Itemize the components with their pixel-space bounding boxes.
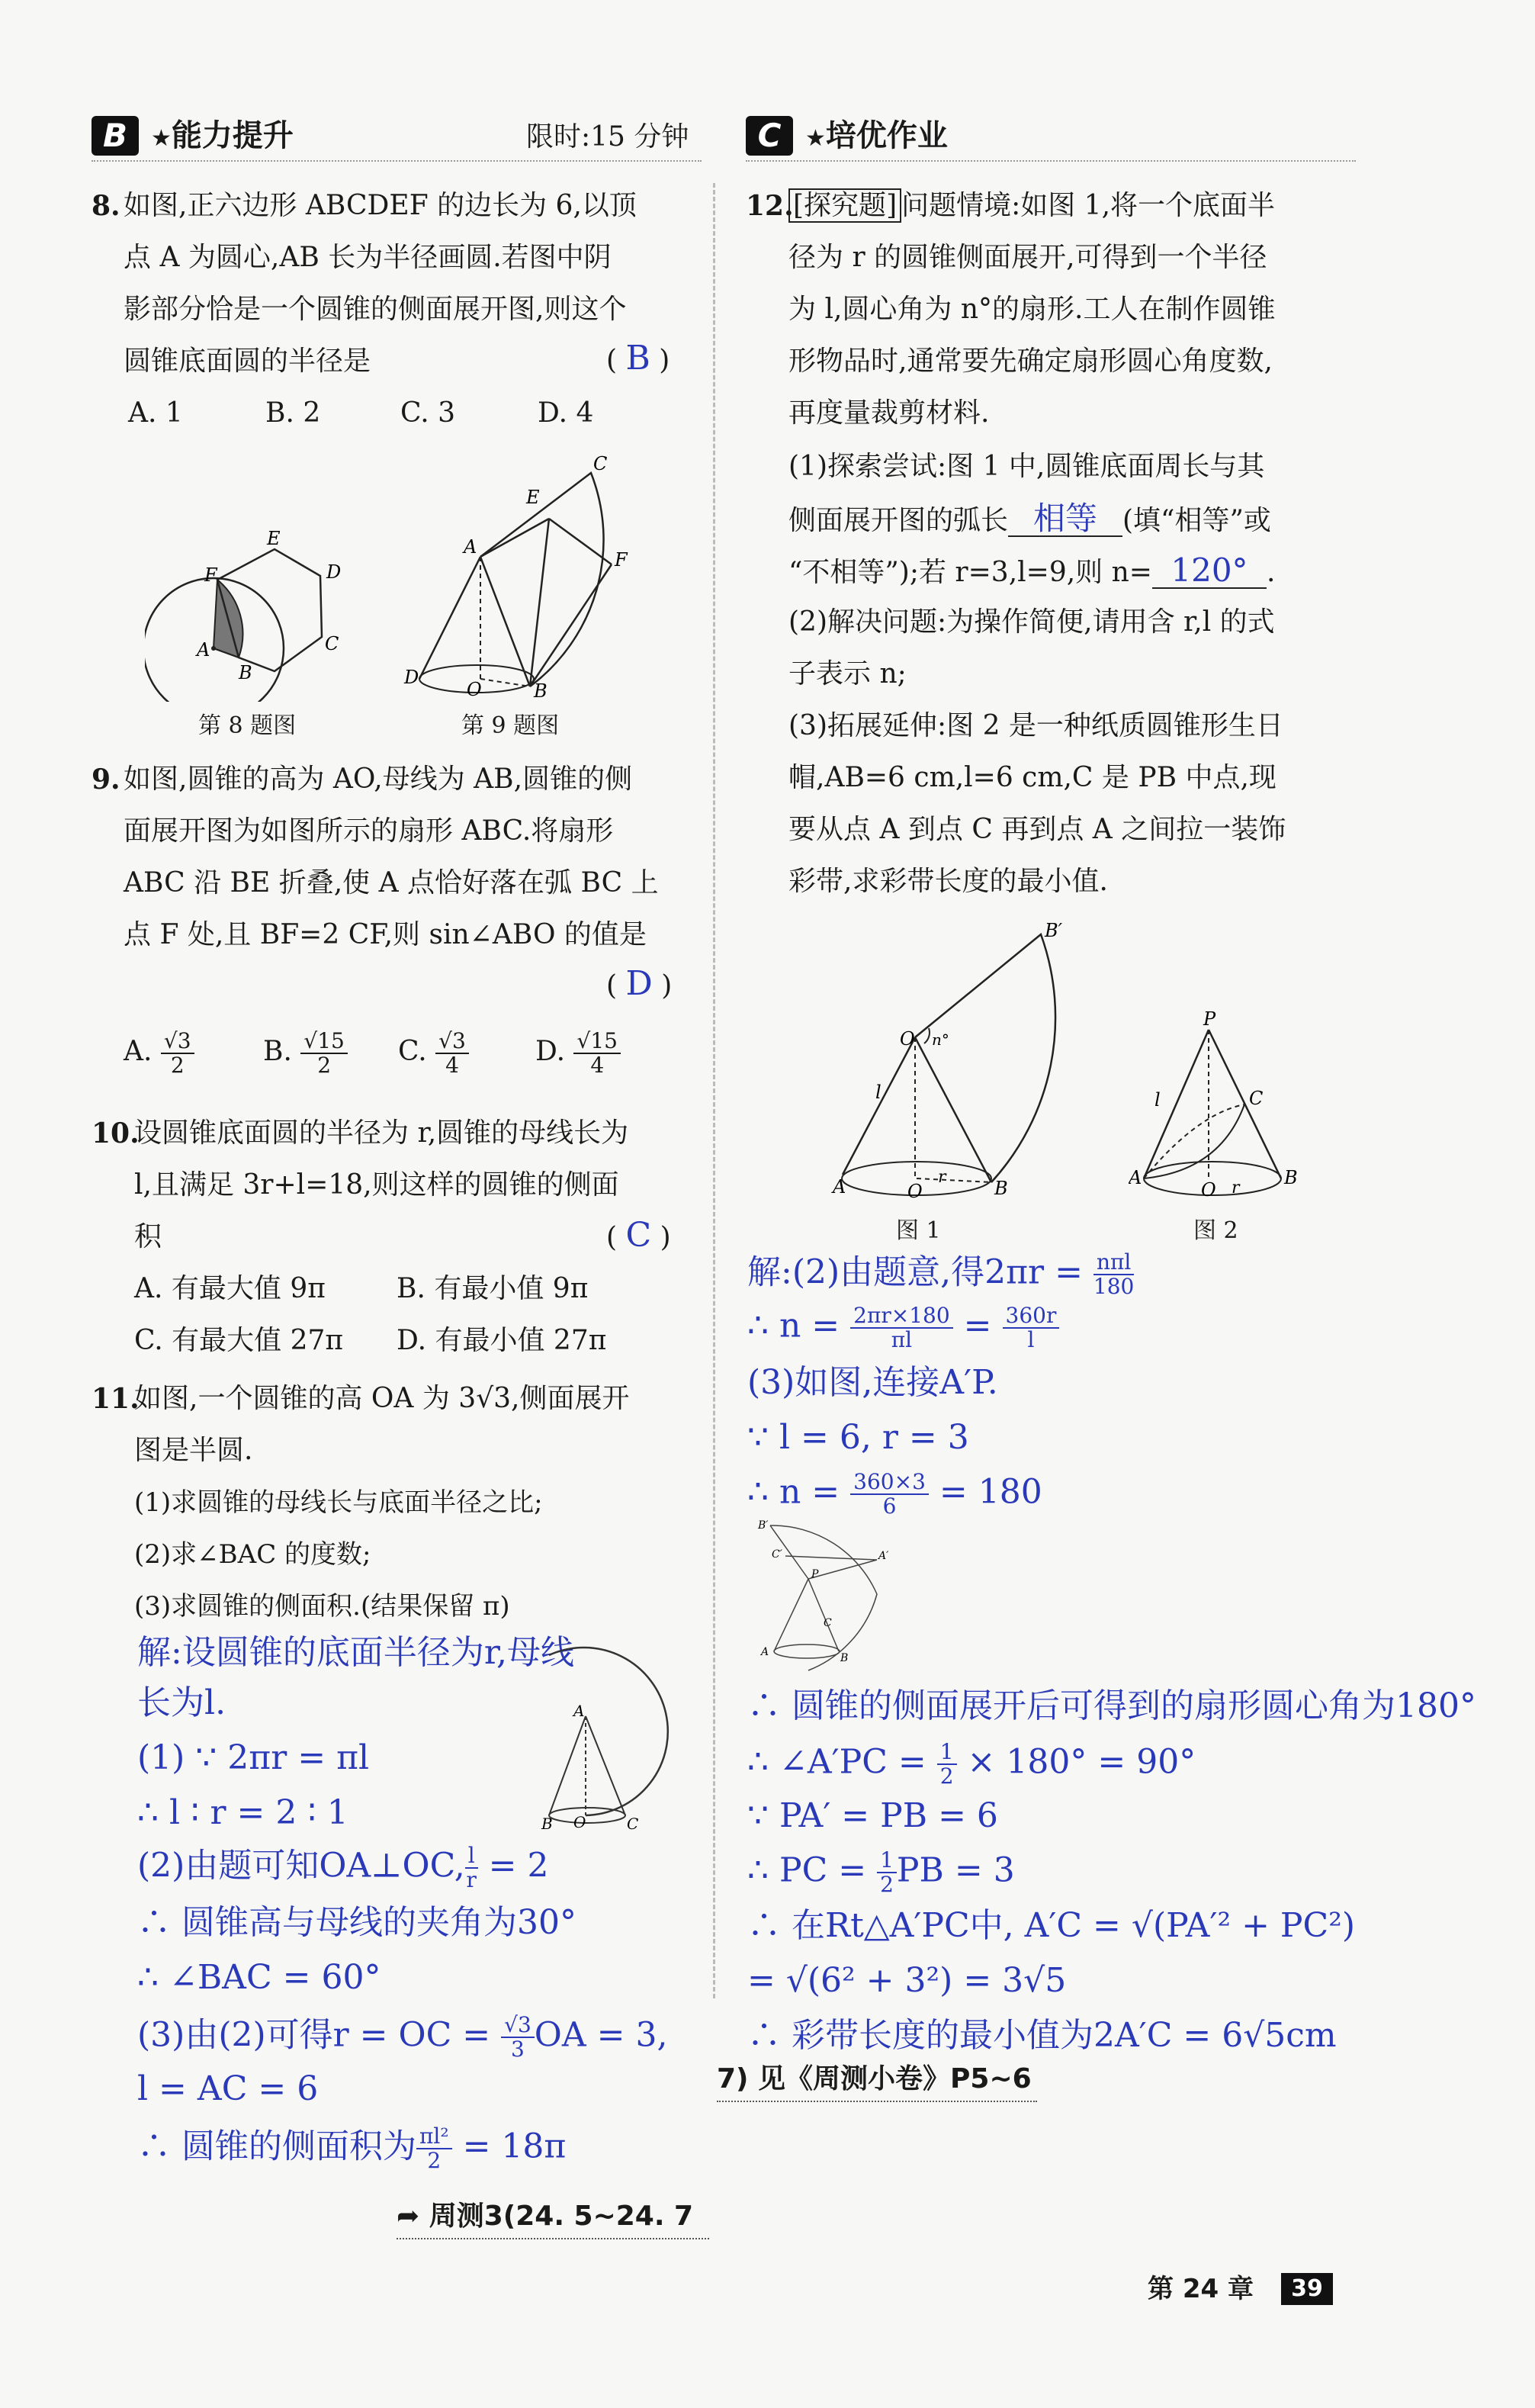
svg-text:A: A — [464, 536, 477, 558]
page-number: 39 — [1281, 2273, 1333, 2305]
svg-text:B: B — [541, 1815, 553, 1833]
svg-text:r: r — [1232, 1178, 1240, 1198]
star-icon: ★ — [151, 125, 172, 152]
q12-solution-line: ∴ PC = $\frac{1}{2}$ PB = 3 — [747, 1847, 1015, 1897]
q12-solution-line: ∵ PA′ = PB = 6 — [747, 1796, 998, 1835]
q12-figure-2-caption: 图 2 — [1193, 1217, 1238, 1244]
q12-solution-line: ∴ n = $\frac{2\pi r\times 180}{\pi l}$ = $\frac{360r}{l}$ — [747, 1304, 1059, 1352]
svg-text:n°: n° — [932, 1030, 949, 1049]
q12-solution-line: ∴ n = $\frac{360\times 3}{6}$ = 180 — [747, 1469, 1042, 1519]
svg-text:P: P — [811, 1568, 819, 1580]
q11-part-3: (3)求圆锥的侧面积.(结果保留 π) — [134, 1591, 510, 1622]
q12-solution-line: ∴ 在Rt△A′PC中, A′C = √(PA′² + PC²) — [747, 1906, 1356, 1945]
q11-part-2: (2)求∠BAC 的度数; — [134, 1539, 371, 1570]
q12-part1-line: (1)探索尝试:图 1 中,圆锥底面周长与其 — [788, 451, 1265, 482]
section-b-badge: B — [92, 116, 139, 156]
svg-text:F: F — [204, 564, 217, 586]
weekly-test-right: 7) 见《周测小卷》P5~6 — [717, 2063, 1032, 2095]
svg-text:C: C — [325, 633, 339, 654]
q11-part-1: (1)求圆锥的母线长与底面半径之比; — [134, 1487, 543, 1518]
svg-text:E: E — [267, 528, 281, 549]
q12-part3-line: (3)拓展延伸:图 2 是一种纸质圆锥形生日 — [788, 710, 1283, 741]
q12-part3-line: 要从点 A 到点 C 再到点 A 之间拉一装饰 — [788, 814, 1286, 845]
q8-option-d: D. 4 — [538, 397, 594, 429]
svg-text:O: O — [907, 1181, 923, 1202]
q10-option-d: D. 有最小值 27π — [397, 1325, 607, 1356]
q10-line: l,且满足 3r+l=18,则这样的圆锥的侧面 — [134, 1169, 619, 1201]
q12-solution-line: ∴ ∠A′PC = $\frac{1}{2}$ × 180° = 90° — [747, 1739, 1196, 1789]
svg-text:A: A — [833, 1176, 846, 1198]
q8-line: 点 A 为圆心,AB 长为半径画圆.若图中阴 — [124, 242, 612, 273]
q9-answer: ( D ) — [606, 964, 673, 1003]
q12-solution-line: (3)如图,连接A′P. — [747, 1363, 998, 1402]
q12-part1-line: “不相等”);若 r=3,l=9,则 n= 120° . — [788, 551, 1276, 589]
svg-text:B: B — [994, 1178, 1008, 1199]
q9-option-d: D. $\frac{√15}{4}$ — [535, 1030, 621, 1077]
q11-line: 图是半圆. — [134, 1435, 253, 1466]
svg-text:B′: B′ — [758, 1519, 769, 1532]
chapter-label: 第 24 章 — [1148, 2274, 1254, 2304]
svg-text:A′: A′ — [878, 1550, 889, 1562]
q12-number: 12. — [746, 190, 794, 222]
column-divider — [713, 183, 715, 1998]
q8-option-a: A. 1 — [128, 397, 183, 429]
q9-line: 面展开图为如图所示的扇形 ABC.将扇形 — [124, 815, 614, 847]
svg-text:P: P — [1203, 1008, 1216, 1030]
svg-text:F: F — [615, 549, 628, 571]
section-c-title: ★培优作业 — [805, 118, 948, 153]
q11-solution-line: ∴ l ∶ r = 2 ∶ 1 — [137, 1793, 348, 1832]
svg-text:l: l — [1154, 1089, 1161, 1111]
arrow-share-icon: ➦ — [397, 2201, 420, 2232]
star-icon: ★ — [805, 125, 826, 152]
q12-solution-line: = √(6² + 3²) = 3√5 — [747, 1961, 1067, 2000]
q11-solution-line: ∴ 圆锥高与母线的夹角为30° — [137, 1903, 576, 1942]
svg-text:O: O — [573, 1813, 586, 1831]
svg-text:B: B — [1284, 1167, 1298, 1188]
q9-line: 如图,圆锥的高为 AO,母线为 AB,圆锥的侧 — [124, 764, 633, 795]
q10-option-a: A. 有最大值 9π — [134, 1273, 326, 1304]
q10-option-b: B. 有最小值 9π — [397, 1273, 589, 1304]
svg-text:C′: C′ — [772, 1548, 782, 1561]
q10-line: 设圆锥底面圆的半径为 r,圆锥的母线长为 — [134, 1117, 629, 1149]
q12-blank-1[interactable]: 相等 — [1008, 502, 1122, 537]
q10-number: 10. — [92, 1117, 140, 1149]
svg-text:B: B — [239, 662, 252, 683]
q12-figure-2 — [1129, 1007, 1327, 1205]
q12-line: 再度量裁剪材料. — [788, 397, 990, 429]
time-limit: 限时:15 分钟 — [526, 121, 689, 153]
q12-blank-2[interactable]: 120° — [1152, 554, 1267, 589]
q12-first-line: [探究题] 问题情境:如图 1,将一个底面半 — [788, 189, 1275, 223]
q10-option-c: C. 有最大值 27π — [134, 1325, 344, 1356]
q10-answer-value: C — [625, 1216, 652, 1255]
q11-solution-line: l = AC = 6 — [137, 2069, 319, 2108]
q12-part1-line: 侧面展开图的弧长 相等 (填“相等”或 — [788, 500, 1271, 537]
q12-line: 径为 r 的圆锥侧面展开,可得到一个半径 — [788, 242, 1267, 273]
svg-text:E: E — [526, 487, 540, 508]
q12-line: 形物品时,通常要先确定扇形圆心角度数, — [788, 346, 1273, 377]
q12-line: 为 l,圆心角为 n°的扇形.工人在制作圆锥 — [788, 294, 1276, 325]
q9-line: ABC 沿 BE 折叠,使 A 点恰好落在弧 BC 上 — [124, 867, 659, 899]
q11-solution-line: (1) ∵ 2πr = πl — [137, 1738, 370, 1777]
q9-number: 9. — [92, 764, 120, 796]
svg-text:A: A — [573, 1702, 585, 1720]
svg-text:l: l — [875, 1082, 882, 1103]
svg-text:C: C — [593, 453, 608, 474]
q11-solution-line: (2)由题可知OA⊥OC, $\frac{l}{r}$ = 2 — [137, 1843, 549, 1892]
svg-text:A: A — [197, 639, 210, 661]
q8-figure-caption: 第 8 题图 — [198, 712, 297, 739]
q9-figure-caption: 第 9 题图 — [461, 712, 560, 739]
q8-option-b: B. 2 — [265, 397, 321, 429]
svg-text:A: A — [761, 1646, 769, 1658]
q11-number: 11. — [92, 1383, 140, 1415]
q12-solution-sketch — [755, 1518, 900, 1678]
q8-answer: ( B ) — [606, 339, 670, 378]
q9-answer-value: D — [625, 964, 653, 1003]
exploration-tag: [探究题] — [788, 188, 901, 223]
weekly-test-left-underline — [397, 2238, 709, 2239]
weekly-test-left: ➦ 周测3(24. 5~24. 7 — [397, 2201, 694, 2232]
q8-option-c: C. 3 — [400, 397, 456, 429]
svg-text:B: B — [840, 1652, 849, 1664]
q9-figure — [397, 450, 641, 702]
svg-text:B′: B′ — [1045, 920, 1063, 941]
q8-line: 圆锥底面圆的半径是 — [124, 346, 371, 377]
q10-line: 积 — [134, 1221, 162, 1252]
q9-line: 点 F 处,且 BF=2 CF,则 sin∠ABO 的值是 — [124, 919, 647, 950]
q12-solution-line: ∴ 圆锥的侧面展开后可得到的扇形圆心角为180° — [747, 1686, 1476, 1725]
q12-solution-line: 解:(2)由题意,得2πr = $\frac{\text{nπl}}{180}$ — [747, 1249, 1135, 1299]
q11-line: 如图,一个圆锥的高 OA 为 3√3,侧面展开 — [134, 1383, 630, 1414]
q9-option-a: A. $\frac{√3}{2}$ — [124, 1030, 194, 1077]
q11-solution-line: ∴ ∠BAC = 60° — [137, 1958, 381, 1997]
q8-number: 8. — [92, 190, 120, 222]
svg-text:B: B — [534, 680, 548, 702]
q9-option-b: B. $\frac{√15}{2}$ — [263, 1030, 348, 1077]
q12-solution-line: ∴ 彩带长度的最小值为2A′C = 6√5cm — [747, 2016, 1337, 2055]
q11-sketch — [526, 1640, 702, 1838]
svg-text:D: D — [326, 561, 342, 583]
q11-solution-line: ∴ 圆锥的侧面积为 $\frac{\text{πl²}}{2}$ = 18π — [137, 2123, 567, 2173]
section-c-badge: C — [746, 116, 793, 156]
q9-option-c: C. $\frac{√3}{4}$ — [398, 1030, 469, 1077]
q12-solution-line: ∵ l = 6, r = 3 — [747, 1418, 969, 1457]
q8-line: 如图,正六边形 ABCDEF 的边长为 6,以顶 — [124, 190, 637, 221]
q10-answer: ( C ) — [606, 1216, 671, 1255]
weekly-test-right-underline — [717, 2101, 1037, 2102]
header-underline-left — [92, 160, 702, 162]
q11-solution-line: 长为l. — [137, 1683, 226, 1722]
svg-text:D: D — [404, 667, 419, 688]
q12-figure-1-caption: 图 1 — [896, 1217, 941, 1244]
q11-solution-line: 解:设圆锥的底面半径为r,母线 — [137, 1633, 575, 1672]
section-b-title: ★能力提升 — [151, 118, 294, 153]
q12-part3-line: 帽,AB=6 cm,l=6 cm,C 是 PB 中点,现 — [788, 762, 1276, 793]
q12-figure-1 — [824, 915, 1083, 1205]
svg-text:O: O — [467, 679, 482, 700]
q11-solution-line: (3)由(2)可得r = OC = $\frac{√3}{3}$ OA = 3, — [137, 2012, 668, 2062]
header-underline-right — [746, 160, 1356, 162]
q12-part3-line: 彩带,求彩带长度的最小值. — [788, 866, 1108, 897]
q8-answer-value: B — [625, 339, 650, 378]
svg-text:O: O — [900, 1028, 915, 1050]
svg-text:C: C — [1249, 1088, 1264, 1109]
svg-text:A: A — [1129, 1167, 1142, 1188]
svg-text:C: C — [627, 1815, 639, 1833]
q12-part2-line: (2)解决问题:为操作简便,请用含 r,l 的式 — [788, 606, 1275, 638]
svg-text:r: r — [938, 1168, 946, 1187]
q8-figure — [145, 519, 351, 702]
q8-line: 影部分恰是一个圆锥的侧面展开图,则这个 — [124, 294, 627, 325]
svg-text:C: C — [824, 1617, 832, 1629]
svg-text:O: O — [1201, 1179, 1216, 1201]
q12-part2-line: 子表示 n; — [788, 658, 907, 690]
